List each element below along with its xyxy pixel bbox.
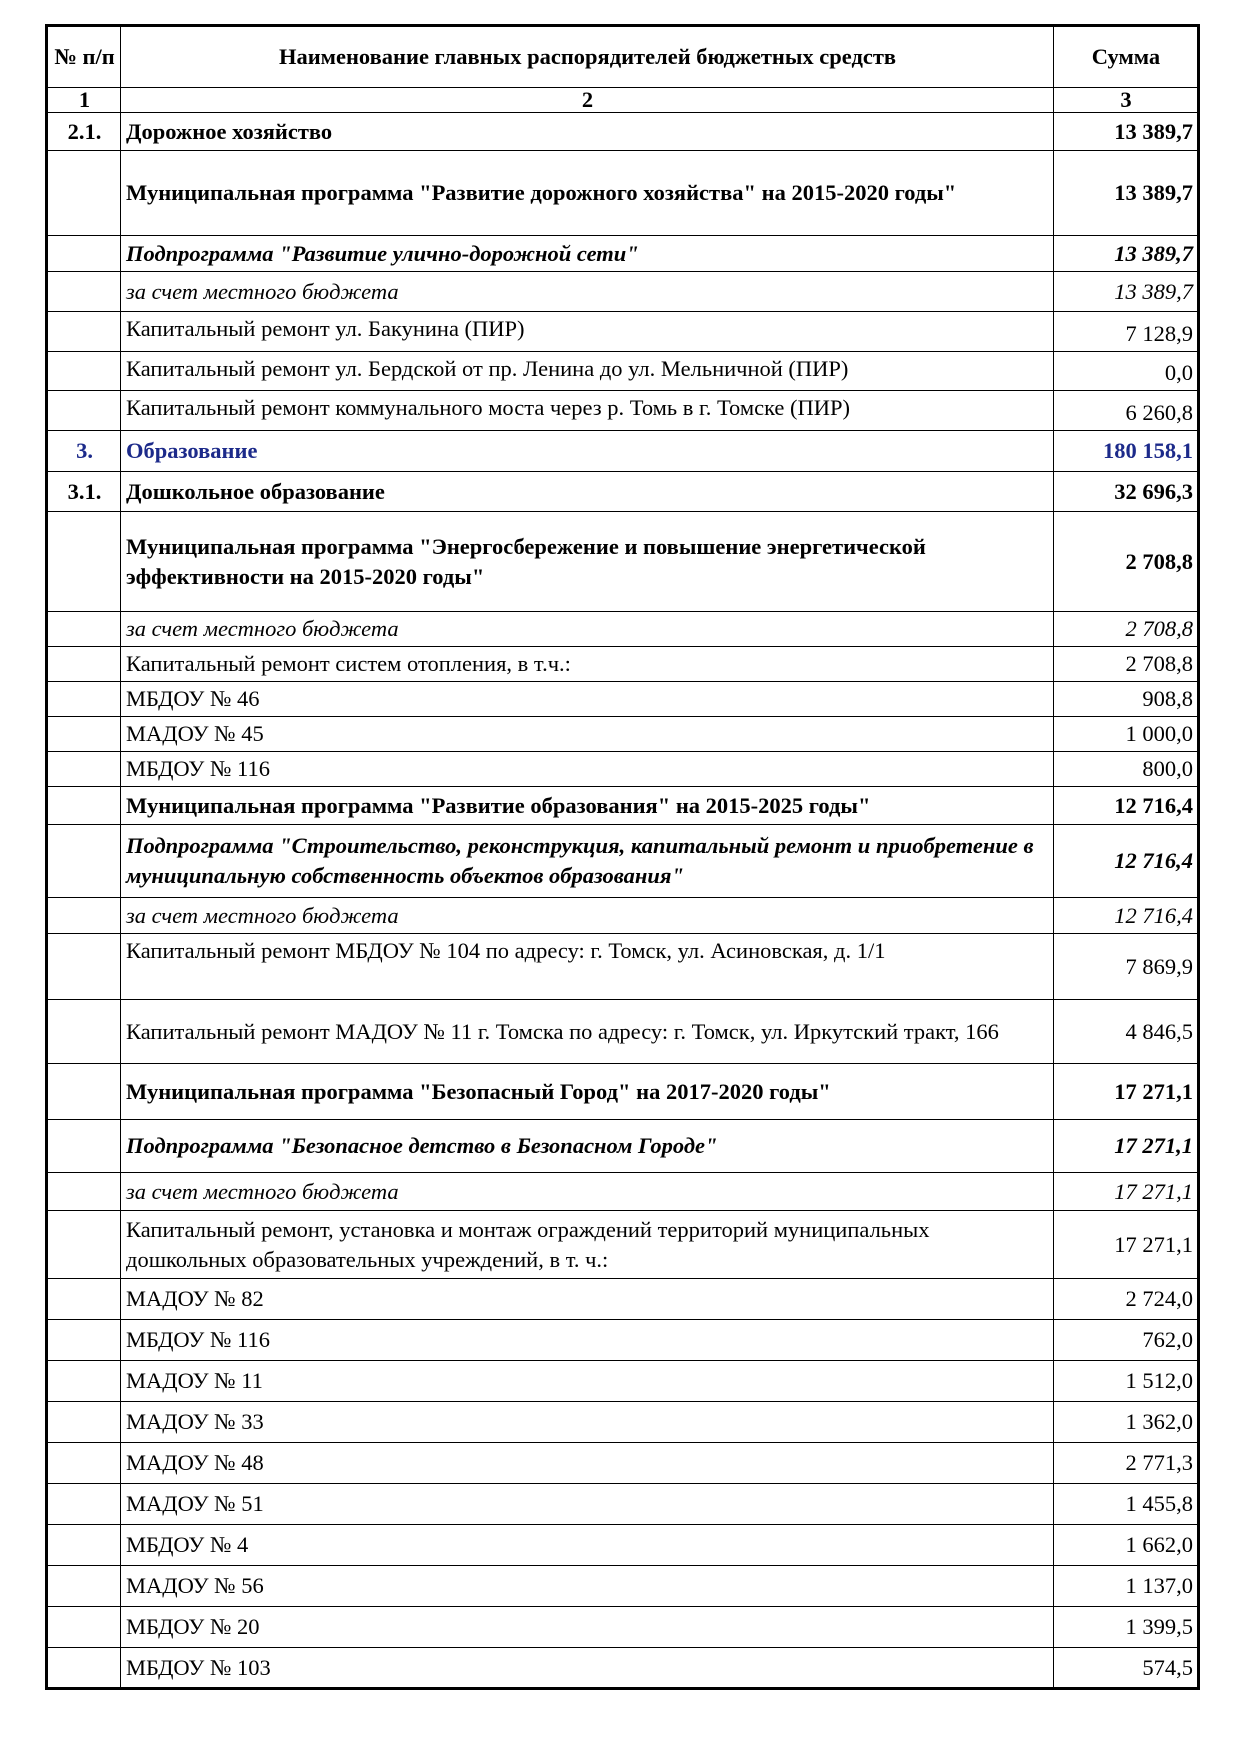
row-sum: 13 389,7 — [1054, 236, 1199, 272]
row-number — [47, 236, 121, 272]
row-name: Капитальный ремонт МБДОУ № 104 по адресу: г. Томск, ул. Асиновская, д. 1/1 — [121, 934, 1054, 1000]
table-row — [47, 1361, 1199, 1402]
row-number — [47, 752, 121, 787]
row-number — [47, 1064, 121, 1120]
row-name: МАДОУ № 33 — [121, 1402, 1054, 1443]
row-sum: 2 724,0 — [1054, 1279, 1199, 1320]
row-name: Подпрограмма "Развитие улично-дорожной сети" — [121, 236, 1054, 272]
row-number — [47, 352, 121, 391]
row-number — [47, 1566, 121, 1607]
row-name: Капитальный ремонт систем отопления, в т.ч.: — [121, 647, 1054, 682]
table-row — [47, 1566, 1199, 1607]
table-row — [47, 272, 1199, 312]
table-row — [47, 1607, 1199, 1648]
row-sum: 17 271,1 — [1054, 1120, 1199, 1173]
row-number — [47, 612, 121, 647]
table-row — [47, 352, 1199, 391]
row-number — [47, 1000, 121, 1064]
row-number — [47, 682, 121, 717]
row-sum: 13 389,7 — [1054, 272, 1199, 312]
header-row — [47, 26, 1199, 88]
row-sum: 12 716,4 — [1054, 787, 1199, 825]
row-number — [47, 1211, 121, 1279]
row-number — [47, 151, 121, 236]
table-row — [47, 151, 1199, 236]
row-name: Капитальный ремонт МАДОУ № 11 г. Томска по адресу: г. Томск, ул. Иркутский тракт, 166 — [121, 1000, 1054, 1064]
row-name: Дошкольное образование — [121, 472, 1054, 512]
row-sum: 4 846,5 — [1054, 1000, 1199, 1064]
table-row — [47, 1000, 1199, 1064]
row-number: 3. — [47, 431, 121, 472]
row-sum: 13 389,7 — [1054, 151, 1199, 236]
table-row — [47, 682, 1199, 717]
row-sum: 1 137,0 — [1054, 1566, 1199, 1607]
row-sum: 1 662,0 — [1054, 1525, 1199, 1566]
row-name: Муниципальная программа "Развитие дорожного хозяйства" на 2015-2020 годы" — [121, 151, 1054, 236]
table-row — [47, 1211, 1199, 1279]
row-number — [47, 1320, 121, 1361]
table-row — [47, 1173, 1199, 1211]
row-number — [47, 272, 121, 312]
table-row — [47, 391, 1199, 431]
row-sum: 0,0 — [1054, 352, 1199, 391]
row-number: 2.1. — [47, 113, 121, 151]
row-sum: 17 271,1 — [1054, 1173, 1199, 1211]
row-number — [47, 1443, 121, 1484]
table-row — [47, 752, 1199, 787]
row-number — [47, 1120, 121, 1173]
header-index-3: 3 — [1054, 88, 1199, 113]
row-number — [47, 391, 121, 431]
row-number: 3.1. — [47, 472, 121, 512]
row-number — [47, 1173, 121, 1211]
row-name: МАДОУ № 51 — [121, 1484, 1054, 1525]
table-row — [47, 1320, 1199, 1361]
row-sum: 13 389,7 — [1054, 113, 1199, 151]
row-name: Дорожное хозяйство — [121, 113, 1054, 151]
row-name: за счет местного бюджета — [121, 898, 1054, 934]
row-number — [47, 1484, 121, 1525]
table-row — [47, 1648, 1199, 1689]
table-row — [47, 1443, 1199, 1484]
row-name: Подпрограмма "Строительство, реконструкция, капитальный ремонт и приобретение в муниципальную собственность объектов образования" — [121, 825, 1054, 898]
table-row — [47, 512, 1199, 612]
table-row — [47, 717, 1199, 752]
row-sum: 908,8 — [1054, 682, 1199, 717]
header-sum: Сумма — [1054, 26, 1199, 88]
row-name: за счет местного бюджета — [121, 272, 1054, 312]
row-sum: 1 455,8 — [1054, 1484, 1199, 1525]
row-name: Капитальный ремонт коммунального моста через р. Томь в г. Томске (ПИР) — [121, 391, 1054, 431]
header-number: № п/п — [47, 26, 121, 88]
table-row — [47, 1525, 1199, 1566]
header-index-row — [47, 88, 1199, 113]
row-number — [47, 1279, 121, 1320]
table-row — [47, 1279, 1199, 1320]
row-number — [47, 825, 121, 898]
row-sum: 7 128,9 — [1054, 312, 1199, 352]
row-name: Образование — [121, 431, 1054, 472]
row-name: МБДОУ № 116 — [121, 752, 1054, 787]
row-sum: 7 869,9 — [1054, 934, 1199, 1000]
row-name: МАДОУ № 11 — [121, 1361, 1054, 1402]
row-name: МАДОУ № 82 — [121, 1279, 1054, 1320]
row-sum: 2 708,8 — [1054, 612, 1199, 647]
table-row — [47, 787, 1199, 825]
table-row — [47, 236, 1199, 272]
table-row — [47, 898, 1199, 934]
row-sum: 1 399,5 — [1054, 1607, 1199, 1648]
row-sum: 12 716,4 — [1054, 898, 1199, 934]
table-row — [47, 1064, 1199, 1120]
row-sum: 17 271,1 — [1054, 1064, 1199, 1120]
row-name: за счет местного бюджета — [121, 1173, 1054, 1211]
row-sum: 1 362,0 — [1054, 1402, 1199, 1443]
row-sum: 2 771,3 — [1054, 1443, 1199, 1484]
budget-table — [45, 24, 1200, 1690]
row-number — [47, 787, 121, 825]
row-name: МАДОУ № 48 — [121, 1443, 1054, 1484]
row-number — [47, 1402, 121, 1443]
row-sum: 180 158,1 — [1054, 431, 1199, 472]
row-name: Капитальный ремонт ул. Бакунина (ПИР) — [121, 312, 1054, 352]
row-name: МБДОУ № 116 — [121, 1320, 1054, 1361]
row-sum: 762,0 — [1054, 1320, 1199, 1361]
row-sum: 32 696,3 — [1054, 472, 1199, 512]
row-number — [47, 934, 121, 1000]
row-sum: 1 000,0 — [1054, 717, 1199, 752]
table-row — [47, 472, 1199, 512]
row-number — [47, 647, 121, 682]
row-name: МБДОУ № 4 — [121, 1525, 1054, 1566]
row-sum: 574,5 — [1054, 1648, 1199, 1689]
table-row — [47, 612, 1199, 647]
row-number — [47, 717, 121, 752]
row-sum: 12 716,4 — [1054, 825, 1199, 898]
row-sum: 17 271,1 — [1054, 1211, 1199, 1279]
table-row — [47, 1484, 1199, 1525]
row-name: Капитальный ремонт ул. Бердской от пр. Ленина до ул. Мельничной (ПИР) — [121, 352, 1054, 391]
row-number — [47, 1607, 121, 1648]
header-name: Наименование главных распорядителей бюджетных средств — [121, 26, 1054, 88]
row-number — [47, 1648, 121, 1689]
table-row — [47, 825, 1199, 898]
row-name: МАДОУ № 56 — [121, 1566, 1054, 1607]
row-name: МБДОУ № 103 — [121, 1648, 1054, 1689]
row-name: Подпрограмма "Безопасное детство в Безопасном Городе" — [121, 1120, 1054, 1173]
row-number — [47, 312, 121, 352]
row-number — [47, 1361, 121, 1402]
row-name: Муниципальная программа "Энергосбережение и повышение энергетической эффективности на 2015-2020 годы" — [121, 512, 1054, 612]
row-name: Муниципальная программа "Безопасный Город" на 2017-2020 годы" — [121, 1064, 1054, 1120]
row-sum: 2 708,8 — [1054, 512, 1199, 612]
table-row — [47, 1120, 1199, 1173]
row-sum: 2 708,8 — [1054, 647, 1199, 682]
row-number — [47, 512, 121, 612]
row-number — [47, 1525, 121, 1566]
row-name: МБДОУ № 46 — [121, 682, 1054, 717]
row-name: МАДОУ № 45 — [121, 717, 1054, 752]
table-row — [47, 113, 1199, 151]
table-row — [47, 1402, 1199, 1443]
row-name: за счет местного бюджета — [121, 612, 1054, 647]
table-row — [47, 934, 1199, 1000]
row-sum: 6 260,8 — [1054, 391, 1199, 431]
table-row — [47, 312, 1199, 352]
row-sum: 1 512,0 — [1054, 1361, 1199, 1402]
row-sum: 800,0 — [1054, 752, 1199, 787]
table-row — [47, 647, 1199, 682]
row-name: МБДОУ № 20 — [121, 1607, 1054, 1648]
row-number — [47, 898, 121, 934]
row-name: Капитальный ремонт, установка и монтаж ограждений территорий муниципальных дошкольных образовательных учреждений, в т. ч.: — [121, 1211, 1054, 1279]
table-row — [47, 431, 1199, 472]
row-name: Муниципальная программа "Развитие образования" на 2015-2025 годы" — [121, 787, 1054, 825]
header-index-1: 1 — [47, 88, 121, 113]
header-index-2: 2 — [121, 88, 1054, 113]
